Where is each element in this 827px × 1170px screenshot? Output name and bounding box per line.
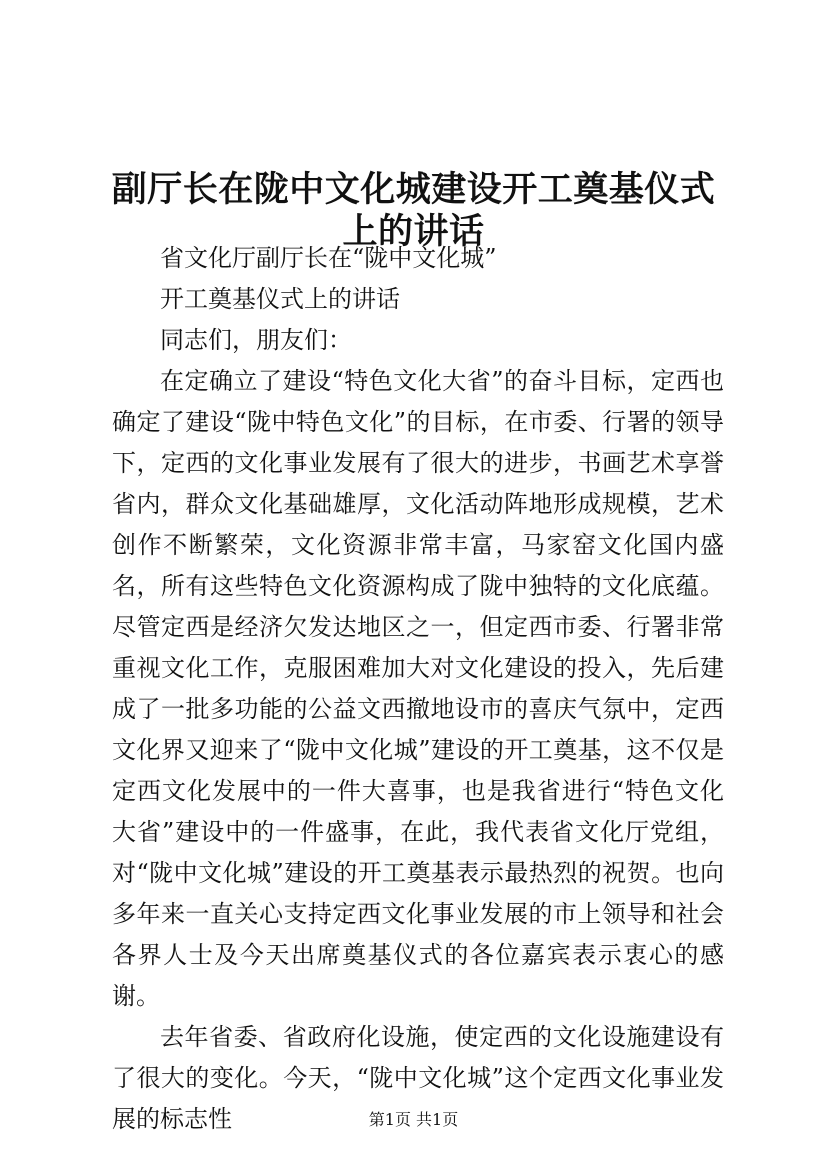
paragraph-greeting: 同志们，朋友们：: [160, 326, 352, 354]
document-body: [112, 238, 724, 1140]
paragraph-main: 在定确立了建设“特色文化大省”的奋斗目标，定西也确定了建设“陇中特色文化”的目标，在市委、行署的领导下，定西的文化事业发展有了很大的进步，书画艺术享誉省内，群众文化基础雄厚，文化活动阵地形成规模，艺术创作不断繁荣，文化资源非常丰富，马家窑文化国内盛名，所有这些特色文化资源构成了陇中独特的文化底蕴。尽管定西是经济欠发达地区之一，但定西市委、行署非常重视文化工作，克服困难加大对文化建设的投入，先后建成了一批多功能的公益文西撤地设市的喜庆气氛中，定西文化界又迎来了“陇中文化城”建设的开工奠基，这不仅是定西文化发展中的一件大喜事，也是我省进行“特色文化大省”建设中的一件盛事，在此，我代表省文化厅党组，对“陇中文化城”建设的开工奠基表示最热烈的祝贺。也向多年来一直关心支持定西文化事业发展的市上领导和社会各界人士及今天出席奠基仪式的各位嘉宾表示衷心的感谢。: [112, 367, 724, 1010]
paragraph-subtitle-line-2: 开工奠基仪式上的讲话: [160, 285, 400, 313]
page-footer: 第1页 共1页: [368, 1110, 459, 1129]
paragraph-continued: 去年省委、省政府化设施，使定西的文化设施建设有了很大的变化。今天，“陇中文化城”这个定西文化事业发展的标志性: [112, 1023, 724, 1133]
paragraph-subtitle-line-1: 省文化厅副厅长在“陇中文化城”: [160, 244, 497, 272]
document-title: 副厅长在陇中文化城建设开工奠基仪式上的讲话: [111, 169, 716, 253]
